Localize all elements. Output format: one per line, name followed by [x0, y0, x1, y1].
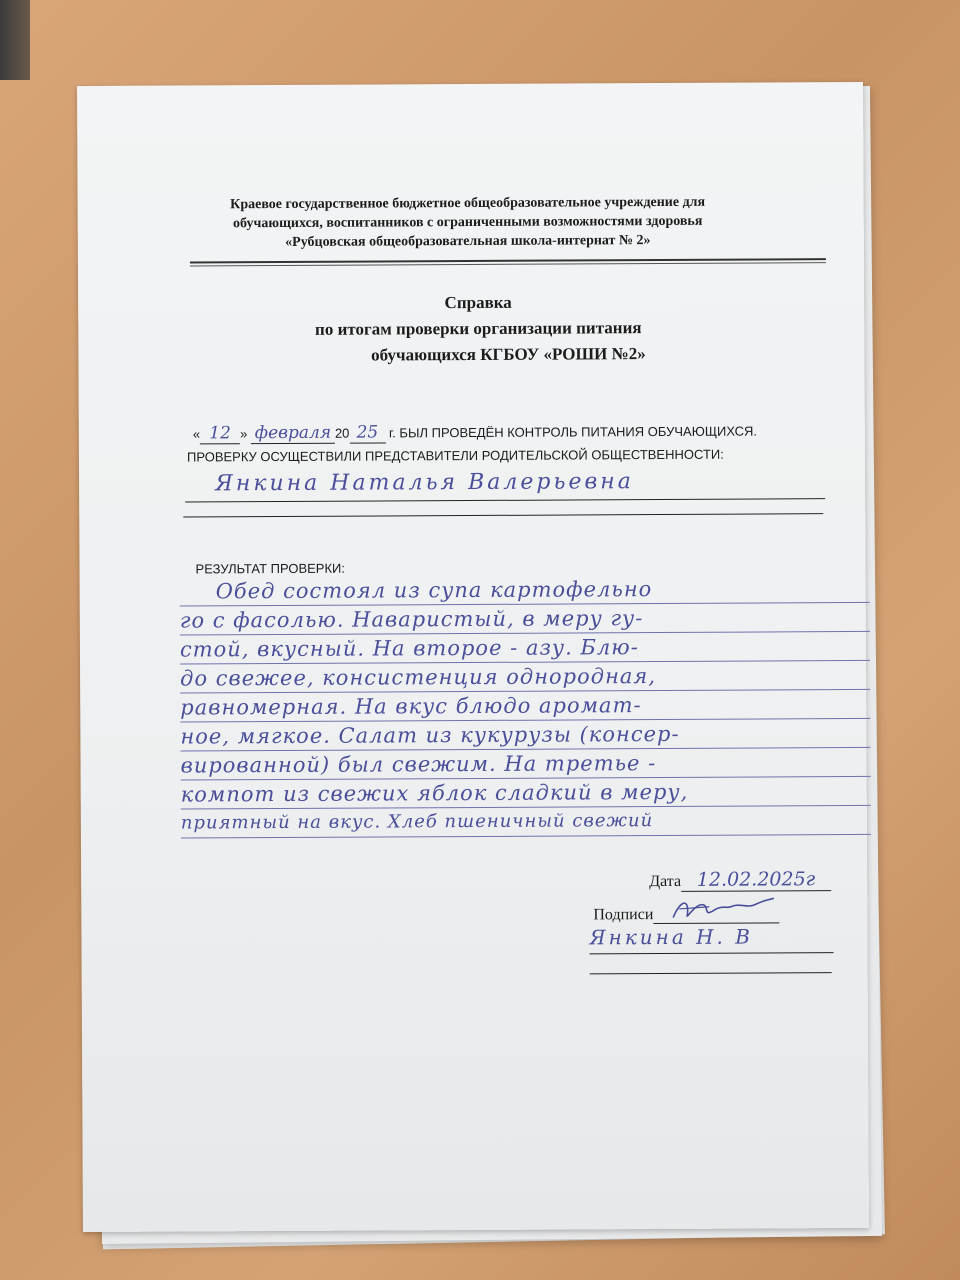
inspectors-label: ПРОВЕРКУ ОСУЩЕСТВИЛИ ПРЕДСТАВИТЕЛИ РОДИТЕЛЬСКОЙ ОБЩЕСТВЕННОСТИ: [186, 446, 724, 465]
date-label: Дата [649, 872, 682, 891]
year-prefix: 20 [334, 425, 350, 441]
document-title [198, 289, 758, 370]
institution-header [158, 192, 778, 252]
signature-row [593, 900, 779, 924]
result-line: приятный на вкус. Хлеб пшеничный свежий [181, 806, 871, 839]
result-line: го с фасолью. Наваристый, в меру гу- [180, 603, 870, 636]
title-line-3: обучающихся КГБОУ «РОШИ №2» [371, 344, 646, 365]
blank-line [183, 513, 823, 517]
result-line: компот из свежих яблок сладкий в меру, [181, 777, 871, 810]
inspector-name: Янкина Наталья Валерьевна [215, 469, 634, 497]
signatures-label: Подписи [593, 906, 654, 924]
header-line-2: обучающихся, воспитанников с ограниченными возможностями здоровья [232, 213, 703, 232]
title-line-2: по итогам проверки организации питания [314, 318, 642, 339]
header-line-3: «Рубцовская общеобразовательная школа-интернат № 2» [285, 233, 651, 250]
desk-corner-object [0, 0, 30, 80]
blank-signature-line [590, 972, 832, 974]
year-field: 25 [349, 422, 385, 443]
signer-name: Янкина Н. В [589, 924, 833, 954]
document-page [77, 82, 869, 1232]
header-line-1: Краевое государственное бюджетное общеобразовательное учреждение для [230, 194, 706, 213]
result-label: РЕЗУЛЬТАТ ПРОВЕРКИ: [195, 560, 346, 577]
result-line: равномерная. На вкус блюдо аромат- [180, 690, 870, 723]
title-line-1: Справка [444, 292, 512, 313]
quote-close: » [240, 426, 248, 442]
date-row [649, 868, 831, 892]
result-text [180, 574, 871, 839]
result-line: стой, вкусный. На второе - азу. Блю- [180, 632, 870, 665]
month-field: февраля [251, 423, 335, 444]
date-value: 12.02.2025г [681, 868, 831, 892]
signature-field [653, 900, 779, 924]
handwritten-signature [669, 894, 779, 925]
result-line: вированной) был свежим. На третье - [180, 748, 870, 781]
quote-open: « [192, 426, 201, 442]
result-line: Обед состоял из супа картофельно [180, 574, 870, 607]
result-line: до свежее, консистенция однородная, [180, 661, 870, 694]
result-line: ное, мягкое. Салат из кукурузы (консер- [180, 719, 870, 752]
day-field: 12 [200, 423, 240, 444]
control-date-line [193, 421, 757, 445]
control-statement: г. БЫЛ ПРОВЕДЁН КОНТРОЛЬ ПИТАНИЯ ОБУЧАЮЩИХСЯ. [388, 423, 758, 441]
